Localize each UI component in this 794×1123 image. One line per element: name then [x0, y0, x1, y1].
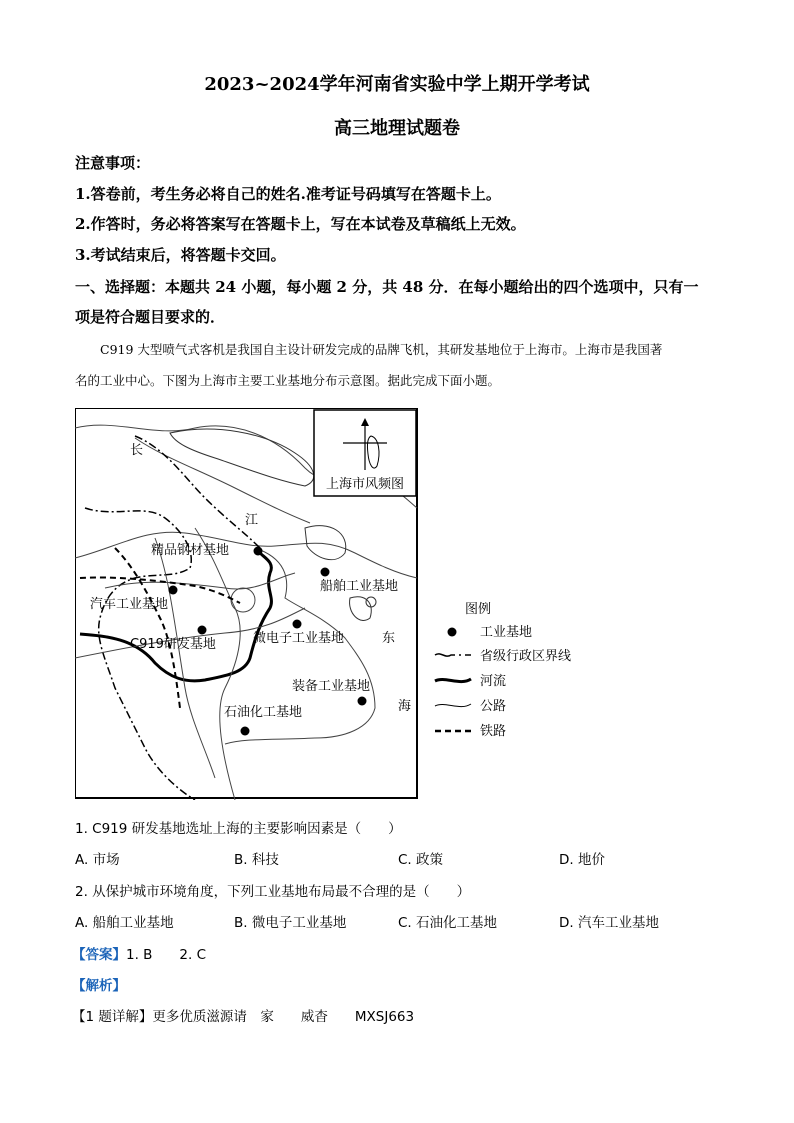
detail-tag: 【1 题详解】: [72, 1009, 153, 1025]
q2-option-b[interactable]: B. 微电子工业基地: [234, 915, 347, 931]
label-dong: 东: [382, 631, 396, 646]
legend-item: 省级行政区界线: [480, 649, 572, 664]
analysis-tag: 【解析】: [72, 978, 126, 994]
legend-item: 公路: [480, 699, 507, 714]
analysis-row: [72, 974, 126, 994]
answer-tag: 【答案】: [72, 947, 126, 963]
section-instruction: 一、选择题：本题共 24 小题，每小题 2 分，共 48 分．在每小题给出的四个选项中，只有一: [75, 278, 699, 296]
q2-option-d[interactable]: D. 汽车工业基地: [559, 915, 659, 931]
label-ship-base: 船舶工业基地: [320, 579, 399, 594]
notice-item: 3.考试结束后，将答题卡交回。: [75, 246, 286, 264]
detail-text: 更多优质滋源请 家 威杳 MXSJ663: [152, 1009, 415, 1025]
label-steel-base: 精品钢材基地: [151, 543, 230, 558]
q1-option-d[interactable]: D. 地价: [559, 852, 605, 868]
label-petro-base: 石油化工基地: [224, 705, 303, 720]
base-ship-marker: [321, 568, 330, 577]
notice-item: 1.答卷前，考生务必将自己的姓名.准考证号码填写在答题卡上。: [75, 185, 501, 203]
legend-title: 图例: [465, 602, 492, 617]
base-c919-marker: [198, 626, 207, 635]
label-jiang: 江: [245, 513, 259, 528]
base-steel-marker: [254, 547, 263, 556]
answer-row: [72, 943, 206, 963]
label-auto-base: 汽车工业基地: [90, 597, 169, 612]
label-micro-base: 微电子工业基地: [253, 631, 345, 646]
legend-item: 铁路: [480, 724, 507, 739]
label-chang: 长: [130, 443, 144, 458]
legend-road-icon: [435, 704, 471, 707]
detail-row: [72, 1005, 414, 1025]
answer-text: 1. B 2. C: [126, 947, 207, 963]
legend-river-icon: [435, 679, 471, 682]
legend-item: 河流: [480, 674, 507, 689]
wind-rose-title: 上海市风频图: [325, 477, 405, 492]
q2-option-a[interactable]: A. 船舶工业基地: [75, 915, 174, 931]
section-instruction: 项是符合题目要求的．: [75, 308, 226, 326]
label-hai: 海: [398, 699, 412, 714]
base-auto-marker: [169, 586, 178, 595]
notice-heading: 注意事项：: [75, 154, 151, 172]
base-petro-marker: [241, 727, 250, 736]
legend-item: 工业基地: [480, 625, 533, 640]
q1-option-c[interactable]: C. 政策: [398, 852, 444, 868]
question-2-stem: 2. 从保护城市环境角度，下列工业基地布局最不合理的是（ ）: [75, 884, 471, 900]
paper-title: 2023~2024学年河南省实验中学上期开学考试: [204, 74, 590, 95]
question-1-stem: 1. C919 研发基地选址上海的主要影响因素是（ ）: [75, 821, 402, 837]
q2-option-c[interactable]: C. 石油化工基地: [398, 915, 498, 931]
q1-option-b[interactable]: B. 科技: [234, 852, 279, 868]
passage-text: 名的工业中心。下图为上海市主要工业基地分布示意图。据此完成下面小题。: [75, 373, 501, 388]
notice-item: 2.作答时，务必将答案写在答题卡上，写在本试卷及草稿纸上无效。: [75, 215, 526, 233]
legend-base-icon: [448, 628, 457, 637]
label-equip-base: 装备工业基地: [292, 679, 371, 694]
label-c919-base: C919研发基地: [130, 637, 216, 652]
passage-text: C919 大型喷气式客机是我国自主设计研发完成的品牌飞机，其研发基地位于上海市。上海市是我国著: [100, 342, 663, 357]
q1-option-a[interactable]: A. 市场: [75, 852, 120, 868]
paper-subtitle: 高三地理试题卷: [334, 118, 460, 139]
shanghai-industry-map: [75, 408, 595, 800]
base-equip-marker: [358, 697, 367, 706]
base-micro-marker: [293, 620, 302, 629]
legend-boundary-icon: [435, 654, 471, 656]
